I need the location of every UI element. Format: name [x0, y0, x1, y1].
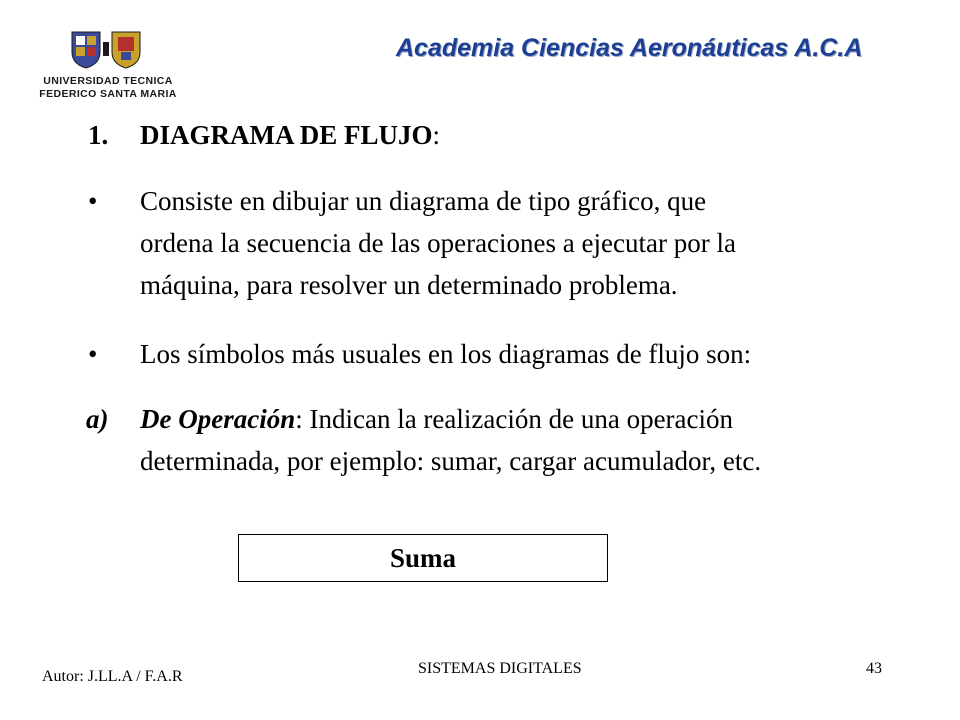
section-title: DIAGRAMA DE FLUJO: [140, 120, 433, 150]
item-term: De Operación: [140, 404, 296, 434]
bullet-mark: •: [88, 339, 98, 369]
logo-text-line2: FEDERICO SANTA MARIA: [39, 88, 177, 100]
footer-page-number: 43: [866, 660, 882, 677]
university-logo: [38, 28, 178, 100]
header-title: Academia Ciencias Aeronáuticas A.C.A: [396, 34, 863, 62]
item-text: [140, 398, 900, 482]
section-heading: [88, 120, 440, 151]
bullet-line: Los símbolos más usuales en los diagramas de flujo son:: [140, 339, 752, 369]
footer-author: Autor: J.LL.A / F.A.R: [42, 668, 183, 685]
university-crest-icon: [66, 28, 146, 70]
bullet-mark: •: [88, 186, 98, 216]
footer-course: SISTEMAS DIGITALES: [418, 660, 582, 677]
bullet-line: máquina, para resolver un determinado problema.: [140, 270, 678, 300]
operation-symbol-box: [238, 534, 608, 582]
bullet-line: ordena la secuencia de las operaciones a ejecutar por la: [140, 228, 736, 258]
logo-text-line1: UNIVERSIDAD TECNICA: [43, 75, 173, 87]
bullet-text: [140, 180, 880, 306]
section-number: 1.: [88, 120, 109, 150]
bullet-text: [140, 333, 880, 375]
bullet-line: Consiste en dibujar un diagrama de tipo gráfico, que: [140, 186, 707, 216]
item-line1-rest: : Indican la realización de una operación: [295, 404, 734, 434]
item-marker: a): [86, 404, 109, 434]
item-line2: determinada, por ejemplo: sumar, cargar acumulador, etc.: [140, 446, 762, 476]
section-colon: :: [432, 120, 441, 150]
operation-label: Suma: [389, 542, 457, 573]
